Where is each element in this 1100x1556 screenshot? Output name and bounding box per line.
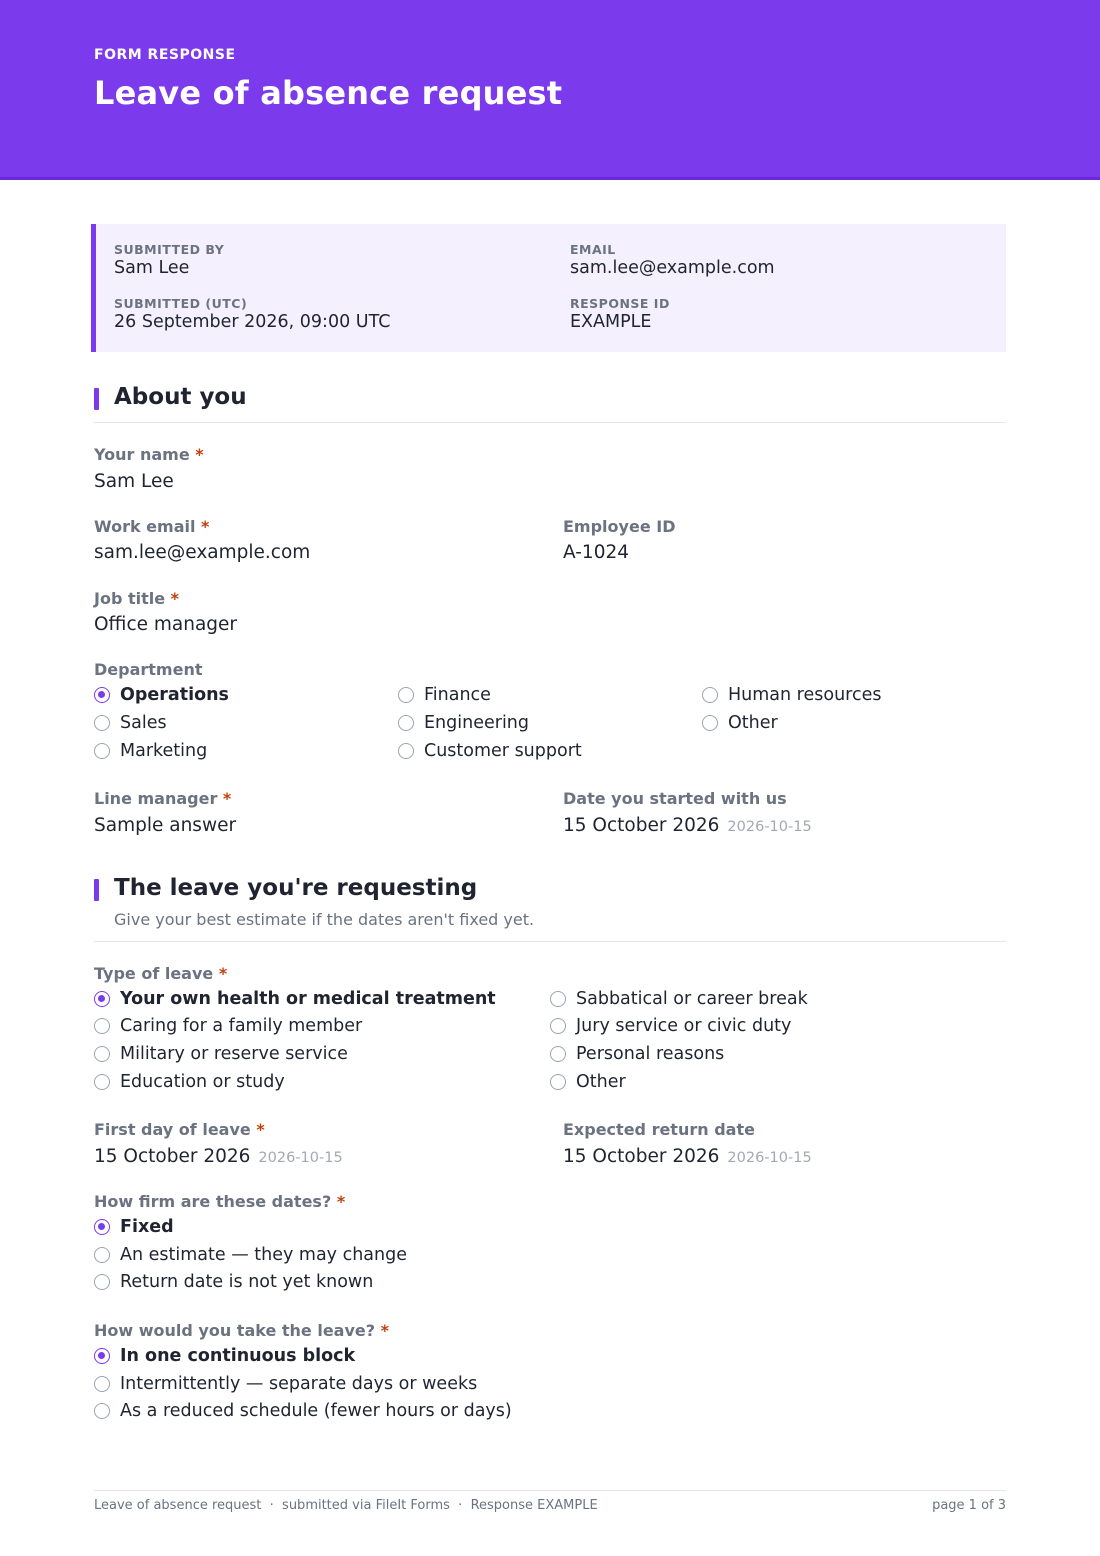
radio-option: Customer support	[398, 741, 582, 761]
radio-empty-icon	[398, 687, 414, 703]
email-label: EMAIL	[570, 242, 616, 257]
radio-option: Human resources	[702, 685, 881, 705]
question-first-day: First day of leave *	[94, 1120, 265, 1139]
radio-option: Fixed	[94, 1217, 174, 1237]
radio-option: In one continuous block	[94, 1346, 355, 1366]
radio-empty-icon	[94, 743, 110, 759]
radio-empty-icon	[550, 1046, 566, 1062]
submitted-by-value: Sam Lee	[114, 258, 190, 278]
footer-text: Leave of absence request · submitted via FileIt Forms · Response EXAMPLE	[94, 1498, 598, 1513]
question-employee-id: Employee ID	[563, 517, 676, 536]
answer-your-name: Sam Lee	[94, 471, 174, 492]
iso-date: 2026-10-15	[727, 819, 812, 835]
radio-option: Return date is not yet known	[94, 1272, 373, 1292]
submitted-by-label: SUBMITTED BY	[114, 242, 225, 257]
radio-empty-icon	[398, 715, 414, 731]
question-leave-pattern: How would you take the leave? *	[94, 1321, 389, 1340]
radio-empty-icon	[94, 1074, 110, 1090]
radio-option: An estimate — they may change	[94, 1245, 407, 1265]
answer-employee-id: A-1024	[563, 542, 630, 563]
radio-empty-icon	[702, 687, 718, 703]
question-work-email: Work email *	[94, 517, 210, 536]
form-header	[0, 0, 1100, 180]
required-mark: *	[201, 517, 210, 536]
answer-line-manager: Sample answer	[94, 815, 237, 836]
answer-first-day: 15 October 2026 2026-10-15	[94, 1146, 343, 1167]
answer-return-date: 15 October 2026 2026-10-15	[563, 1146, 812, 1167]
form-eyebrow: FORM RESPONSE	[94, 47, 236, 63]
radio-option: Personal reasons	[550, 1044, 724, 1064]
question-return-date: Expected return date	[563, 1120, 755, 1139]
radio-option: Other	[702, 713, 778, 733]
radio-selected-icon	[94, 991, 110, 1007]
radio-option: Military or reserve service	[94, 1044, 348, 1064]
radio-option: Sabbatical or career break	[550, 989, 808, 1009]
question-type-of-leave: Type of leave *	[94, 964, 228, 983]
radio-empty-icon	[398, 743, 414, 759]
response-id-value: EXAMPLE	[570, 312, 652, 332]
section-title-leave: The leave you're requesting	[114, 875, 478, 901]
radio-empty-icon	[94, 1018, 110, 1034]
question-job-title: Job title *	[94, 589, 180, 608]
question-line-manager: Line manager *	[94, 789, 232, 808]
radio-empty-icon	[550, 1074, 566, 1090]
radio-option: Operations	[94, 685, 229, 705]
submission-meta	[91, 224, 1006, 352]
answer-job-title: Office manager	[94, 614, 238, 635]
radio-empty-icon	[702, 715, 718, 731]
iso-date: 2026-10-15	[727, 1150, 812, 1166]
radio-option: Other	[550, 1072, 626, 1092]
required-mark: *	[222, 789, 232, 808]
question-department: Department	[94, 660, 203, 679]
submitted-utc-label: SUBMITTED (UTC)	[114, 296, 248, 311]
section-divider	[94, 422, 1006, 423]
page-number: page 1 of 3	[932, 1498, 1006, 1513]
form-title: Leave of absence request	[94, 74, 563, 112]
answer-work-email: sam.lee@example.com	[94, 542, 311, 563]
answer-start-date: 15 October 2026 2026-10-15	[563, 815, 812, 836]
radio-option: Engineering	[398, 713, 529, 733]
radio-option: Sales	[94, 713, 167, 733]
radio-empty-icon	[94, 1403, 110, 1419]
radio-selected-icon	[94, 687, 110, 703]
radio-selected-icon	[94, 1348, 110, 1364]
response-id-label: RESPONSE ID	[570, 296, 670, 311]
radio-empty-icon	[94, 1376, 110, 1392]
question-your-name: Your name *	[94, 445, 204, 464]
radio-selected-icon	[94, 1219, 110, 1235]
required-mark: *	[336, 1192, 346, 1211]
submitted-utc-value: 26 September 2026, 09:00 UTC	[114, 312, 391, 332]
radio-option: Marketing	[94, 741, 207, 761]
section-title-about: About you	[114, 384, 247, 410]
radio-option: Finance	[398, 685, 491, 705]
required-mark: *	[195, 445, 204, 464]
radio-option: Jury service or civic duty	[550, 1016, 791, 1036]
required-mark: *	[380, 1321, 389, 1340]
radio-option: As a reduced schedule (fewer hours or days)	[94, 1401, 512, 1421]
required-mark: *	[256, 1120, 265, 1139]
iso-date: 2026-10-15	[258, 1150, 343, 1166]
radio-option: Your own health or medical treatment	[94, 989, 496, 1009]
required-mark: *	[170, 589, 180, 608]
radio-empty-icon	[94, 1247, 110, 1263]
footer-divider	[94, 1490, 1006, 1491]
radio-empty-icon	[94, 715, 110, 731]
question-start-date: Date you started with us	[563, 789, 787, 808]
radio-empty-icon	[550, 991, 566, 1007]
required-mark: *	[218, 964, 228, 983]
radio-option: Intermittently — separate days or weeks	[94, 1374, 477, 1394]
email-value: sam.lee@example.com	[570, 258, 775, 278]
radio-option: Caring for a family member	[94, 1016, 362, 1036]
section-subtitle: Give your best estimate if the dates aren't fixed yet.	[114, 910, 535, 929]
radio-empty-icon	[94, 1274, 110, 1290]
question-date-firmness: How firm are these dates? *	[94, 1192, 346, 1211]
radio-empty-icon	[94, 1046, 110, 1062]
radio-empty-icon	[550, 1018, 566, 1034]
section-divider	[94, 941, 1006, 942]
radio-option: Education or study	[94, 1072, 285, 1092]
